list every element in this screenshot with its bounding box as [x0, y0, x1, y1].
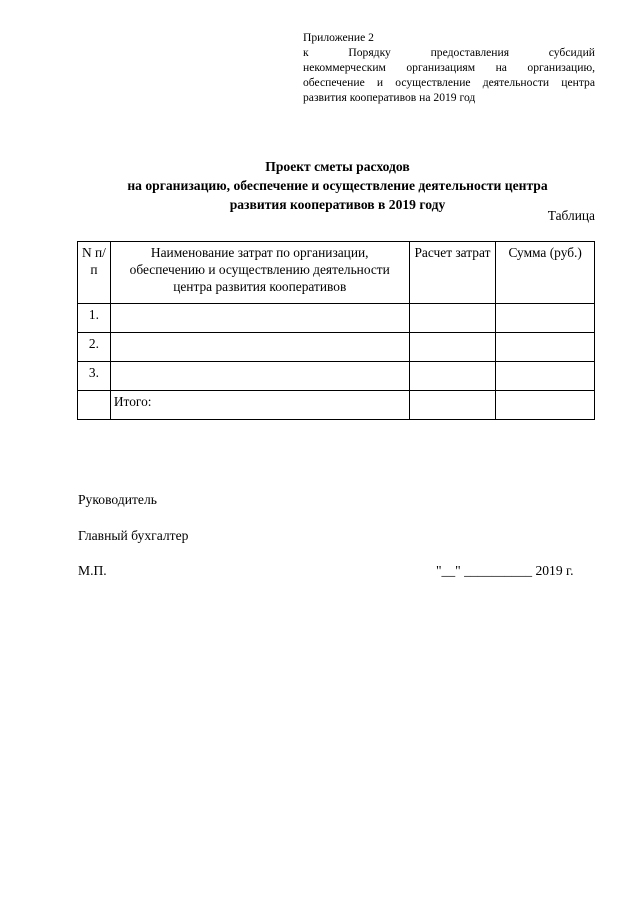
table-total-row: [78, 391, 595, 420]
appendix-line-3: некоммерческим организациям на организацию,: [303, 61, 595, 74]
date-line: "__" __________ 2019 г.: [436, 563, 574, 578]
total-sum-cell: [496, 391, 595, 420]
title-line-3: развития кооперативов в 2019 году: [229, 197, 446, 212]
header-num: N п/п: [78, 242, 111, 304]
row-num-cell: 2.: [78, 333, 111, 362]
total-label: Итого:: [110, 391, 409, 420]
appendix-line-5: развития кооперативов на 2019 год: [303, 91, 476, 104]
row-name-cell: [110, 304, 409, 333]
appendix-line-2: к Порядку предоставления субсидий: [303, 46, 595, 59]
row-calc-cell: [409, 362, 496, 391]
title-line-2: на организацию, обеспечение и осуществление деятельности центра: [127, 178, 548, 193]
stamp-label: М.П.: [78, 563, 107, 578]
header-name: Наименование затрат по организации, обеспечению и осуществлению деятельности центра развития кооперативов: [110, 242, 409, 304]
total-num-cell: [78, 391, 111, 420]
estimate-table: [77, 241, 595, 420]
document-title: [80, 157, 595, 214]
row-name-cell: [110, 333, 409, 362]
table-row: [78, 304, 595, 333]
table-caption: Таблица: [547, 208, 595, 223]
row-calc-cell: [409, 333, 496, 362]
table-row: [78, 333, 595, 362]
row-name-cell: [110, 362, 409, 391]
row-sum-cell: [496, 304, 595, 333]
total-calc-cell: [409, 391, 496, 420]
signature-accountant: Главный бухгалтер: [78, 528, 189, 543]
row-sum-cell: [496, 333, 595, 362]
table-row: [78, 362, 595, 391]
title-line-1: Проект сметы расходов: [265, 159, 410, 174]
appendix-line-1: Приложение 2: [303, 31, 374, 44]
row-num-cell: 1.: [78, 304, 111, 333]
row-num-cell: 3.: [78, 362, 111, 391]
row-sum-cell: [496, 362, 595, 391]
appendix-line-4: обеспечение и осуществление деятельности центра: [303, 76, 595, 89]
row-calc-cell: [409, 304, 496, 333]
table-header-row: [78, 242, 595, 304]
appendix-note: [303, 30, 595, 105]
header-sum: Сумма (руб.): [496, 242, 595, 304]
header-calc: Расчет затрат: [409, 242, 496, 304]
signature-head: Руководитель: [78, 492, 157, 507]
